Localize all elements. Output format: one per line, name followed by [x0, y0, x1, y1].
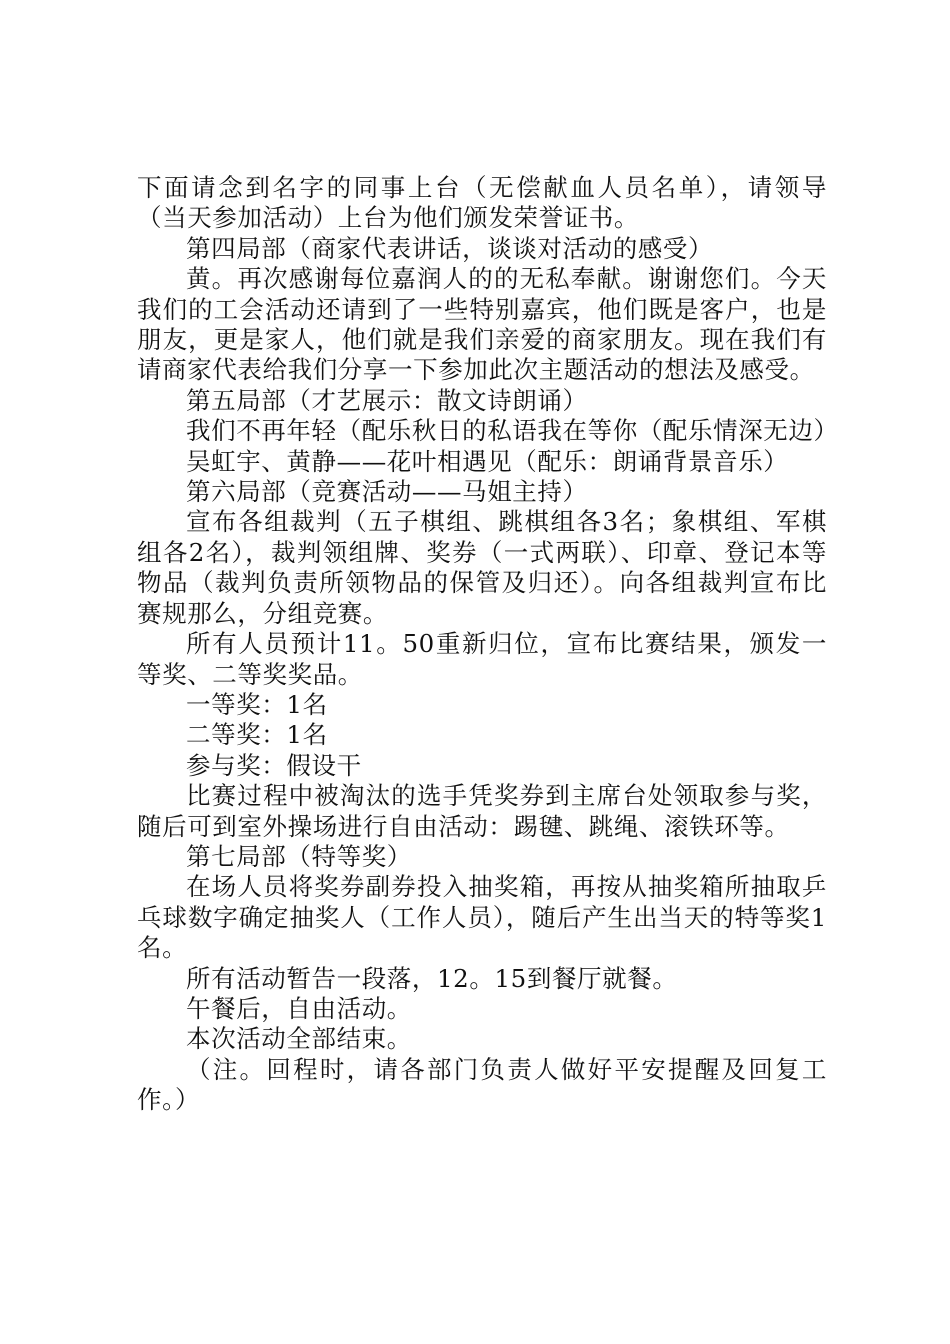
- paragraph: 宣布各组裁判（五子棋组、跳棋组各3名；象棋组、军棋组各2名），裁判领组牌、奖券（一式两联）、印章、登记本等物品（裁判负责所领物品的保管及归还）。向各组裁判宣布比赛规那么，分组竞赛。: [137, 507, 827, 628]
- paragraph: 所有活动暂告一段落，12。15到餐厅就餐。: [186, 963, 678, 993]
- paragraph: 在场人员将奖券副券投入抽奖箱，再按从抽奖箱所抽取乒乓球数字确定抽奖人（工作人员），随后产生出当天的特等奖1名。: [137, 872, 827, 963]
- paragraph: 下面请念到名字的同事上台（无偿献血人员名单），请领导（当天参加活动）上台为他们颁发荣誉证书。: [137, 173, 827, 233]
- prize-line: 一等奖：1名: [186, 689, 328, 719]
- paragraph: 所有人员预计11。50重新归位，宣布比赛结果，颁发一等奖、二等奖奖品。: [137, 629, 827, 689]
- paragraph: 我们不再年轻（配乐秋日的私语我在等你（配乐情深无边）: [186, 416, 839, 446]
- document-body: [137, 173, 839, 1116]
- paragraph: 本次活动全部结束。: [186, 1024, 412, 1054]
- paragraph: 黄。再次感谢每位嘉润人的的无私奉献。谢谢您们。今天我们的工会活动还请到了一些特别嘉宾，他们既是客户，也是朋友，更是家人，他们就是我们亲爱的商家朋友。现在我们有请商家代表给我们分享一下参加此次主题活动的想法及感受。: [137, 264, 827, 385]
- paragraph: 午餐后，自由活动。: [186, 993, 412, 1023]
- prize-line: 二等奖：1名: [186, 720, 328, 750]
- section-heading: 第六局部（竞赛活动——马姐主持）: [186, 477, 588, 507]
- section-heading: 第七局部（特等奖）: [186, 841, 412, 871]
- prize-line: 参与奖：假设干: [186, 750, 362, 780]
- paragraph: 比赛过程中被淘汰的选手凭奖券到主席台处领取参与奖，随后可到室外操场进行自由活动：踢毽、跳绳、滚铁环等。: [137, 781, 827, 841]
- paragraph: 吴虹宇、黄静——花叶相遇见（配乐：朗诵背景音乐）: [186, 446, 789, 476]
- section-heading: 第四局部（商家代表讲话，谈谈对活动的感受）: [186, 233, 714, 263]
- note-paragraph: （注。回程时，请各部门负责人做好平安提醒及回复工作。）: [137, 1054, 827, 1115]
- section-heading: 第五局部（才艺展示：散文诗朗诵）: [186, 385, 588, 415]
